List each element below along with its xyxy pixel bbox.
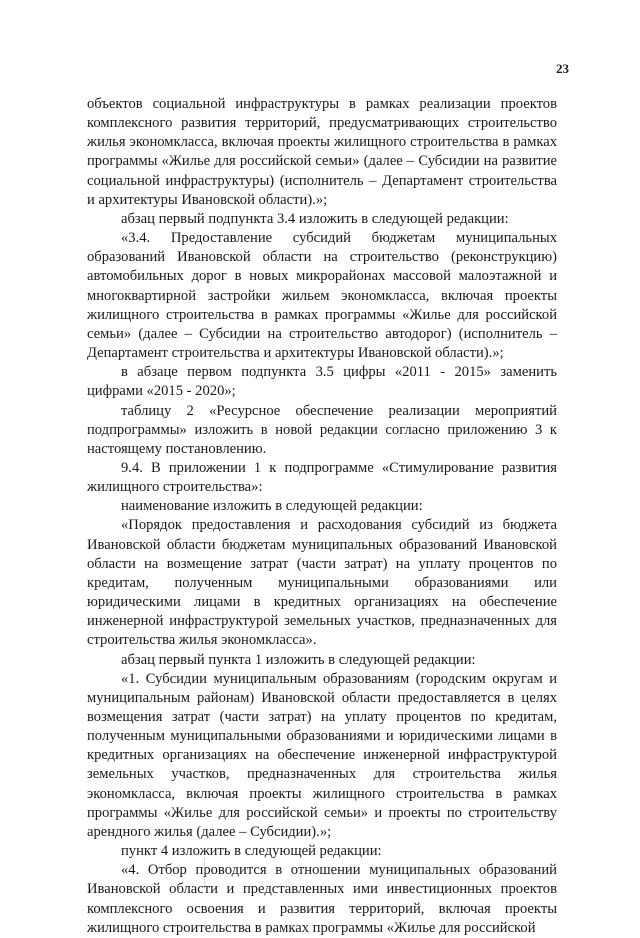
- paragraph: 9.4. В приложении 1 к подпрограмме «Стимулирование развития жилищного строительства»:: [87, 459, 557, 496]
- paragraph: «3.4. Предоставление субсидий бюджетам муниципальных образований Ивановской области на строительство (реконструкцию) автомобильных дорог в новых микрорайонах массовой малоэтажной и многоквартирной застройки жильем экономкласса, включая проекты жилищного строительства в рамках программы «Жилье для российской семьи» (далее – Субсидии на строительство автодорог) (исполнитель – Департамент строительства и архитектуры Ивановской области).»;: [87, 230, 557, 362]
- paragraph: абзац первый подпункта 3.4 изложить в следующей редакции:: [121, 210, 509, 227]
- scan-crop-mark: [204, 858, 206, 888]
- paragraph: «Порядок предоставления и расходования субсидий из бюджета Ивановской области бюджетам муниципальных образований Ивановской области на возмещение затрат (части затрат) на уплату процентов по кредитам, полученным муниципальными образованиями или юридическими лицами в кредитных организациях на обеспечение инженерной инфраструктурой земельных участков, предназначенных для строительства жилья экономкласса».: [87, 517, 557, 649]
- paragraph: в абзаце первом подпункта 3.5 цифры «2011 - 2015» заменить цифрами «2015 - 2020»;: [87, 364, 557, 400]
- paragraph: наименование изложить в следующей редакции:: [121, 498, 423, 515]
- paragraph: «1. Субсидии муниципальным образованиям (городским округам и муниципальным районам) Ивановской области предоставляется в целях возмещения затрат (части затрат) на уплату процентов по кредитам, полученным муниципальными образованиями и юридическими лицами в кредитных организациях на обеспечение инженерной инфраструктурой земельных участков, предназначенных для строительства жилья экономкласса, включая проекты жилищного строительства в рамках программы «Жилье для российской семьи» и проекты по строительству арендного жилья (далее – Субсидии).»;: [87, 670, 557, 840]
- document-body: [87, 95, 557, 938]
- paragraph: абзац первый пункта 1 изложить в следующей редакции:: [121, 651, 476, 668]
- page-number: 23: [556, 61, 569, 76]
- paragraph: пункт 4 изложить в следующей редакции:: [121, 843, 382, 860]
- paragraph: «4. Отбор проводится в отношении муниципальных образований Ивановской области и представленных ими инвестиционных проектов комплексного освоения и развития территорий, включая проекты жилищного строительства в рамках программы «Жилье для российской: [87, 862, 557, 936]
- paragraph: объектов социальной инфраструктуры в рамках реализации проектов комплексного развития территорий, предусматривающих строительство жилья экономкласса, включая проекты жилищного строительства в рамках программы «Жилье для российской семьи» (далее – Субсидии на развитие социальной инфраструктуры) (исполнитель – Департамент строительства и архитектуры Ивановской области).»;: [87, 96, 557, 208]
- paragraph: таблицу 2 «Ресурсное обеспечение реализации мероприятий подпрограммы» изложить в новой редакции согласно приложению 3 к настоящему постановлению.: [87, 402, 557, 457]
